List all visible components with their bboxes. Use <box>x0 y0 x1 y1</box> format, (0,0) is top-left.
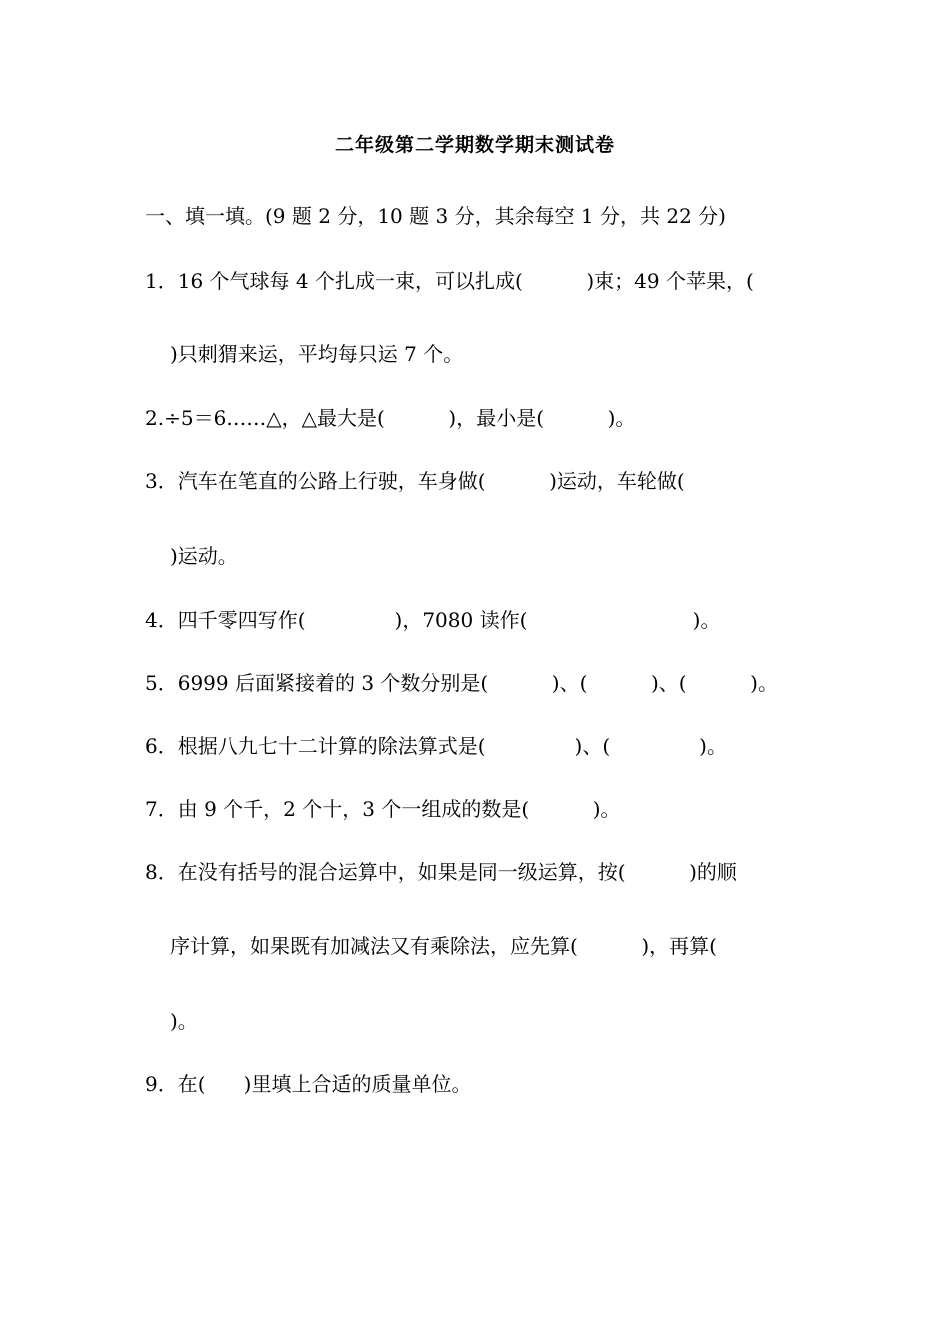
question-2: 2.÷5＝6……△，△最大是( )，最小是( )。 <box>145 406 636 430</box>
question-3-line-2: )运动。 <box>170 544 238 568</box>
question-4: 4．四千零四写作( )，7080 读作( )。 <box>145 608 721 632</box>
question-6: 6．根据八九七十二计算的除法算式是( )、( )。 <box>145 734 727 758</box>
question-9: 9．在( )里填上合适的质量单位。 <box>145 1072 472 1096</box>
question-8-line-2: 序计算，如果既有加减法又有乘除法，应先算( )，再算( <box>170 934 717 958</box>
question-1-line-1: 1．16 个气球每 4 个扎成一束，可以扎成( )束；49 个苹果，( <box>145 269 754 293</box>
section-heading: 一、填一填。(9 题 2 分，10 题 3 分，其余每空 1 分，共 22 分) <box>145 204 726 228</box>
page-title: 二年级第二学期数学期末测试卷 <box>334 134 615 156</box>
question-3-line-1: 3．汽车在笔直的公路上行驶，车身做( )运动，车轮做( <box>145 469 685 493</box>
question-5: 5．6999 后面紧接着的 3 个数分别是( )、( )、( )。 <box>145 671 778 695</box>
question-8-line-1: 8．在没有括号的混合运算中，如果是同一级运算，按( )的顺 <box>145 860 737 884</box>
question-8-line-3: )。 <box>170 1009 198 1033</box>
question-7: 7．由 9 个千，2 个十，3 个一组成的数是( )。 <box>145 797 621 821</box>
question-1-line-2: )只刺猬来运，平均每只运 7 个。 <box>170 342 464 366</box>
